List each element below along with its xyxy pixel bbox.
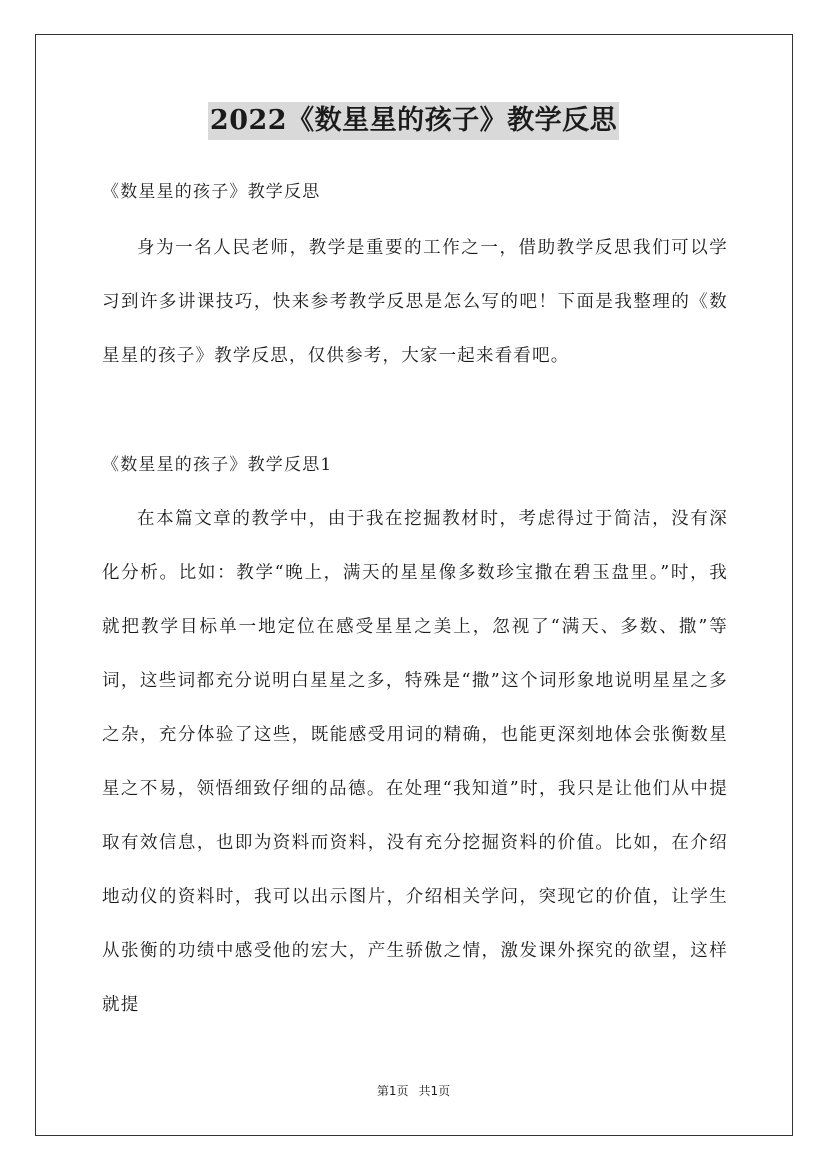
page-number-current: 第1页 (376, 1084, 409, 1098)
intro-paragraph: 身为一名人民老师，教学是重要的工作之一，借助教学反思我们可以学习到许多讲课技巧，快来参考教学反思是怎么写的吧！下面是我整理的《数星星的孩子》教学反思，仅供参考，大家一起来看看吧。 (102, 238, 728, 366)
document-title: 2022《数星星的孩子》教学反思 (208, 102, 619, 140)
reflection-paragraph: 在本篇文章的教学中，由于我在挖掘教材时，考虑得过于简洁，没有深化分析。比如：教学“晚上，满天的星星像多数珍宝撒在碧玉盘里。”时，我就把教学目标单一地定位在感受星星之美上，忽视了“满天、多数、撒”等词，这些词都充分说明白星星之多，特殊是“撒”这个词形象地说明星星之多之杂，充分体验了这些，既能感受用词的精确，也能更深刻地体会张衡数星星之不易，领悟细致仔细的品德。在处理“我知道”时，我只是让他们从中提取有效信息，也即为资料而资料，没有充分挖掘资料的价值。比如，在介绍地动仪的资料时，我可以出示图片，介绍相关学问，突现它的价值，让学生从张衡的功绩中感受他的宏大，产生骄傲之情，激发课外探究的欲望，这样就提 (102, 509, 728, 1015)
page-number-total: 共1页 (418, 1084, 451, 1098)
section-heading: 《数星星的孩子》教学反思 (102, 182, 321, 202)
page-footer (0, 1083, 827, 1099)
title-container (0, 102, 827, 140)
reflection-heading: 《数星星的孩子》教学反思1 (102, 455, 333, 475)
